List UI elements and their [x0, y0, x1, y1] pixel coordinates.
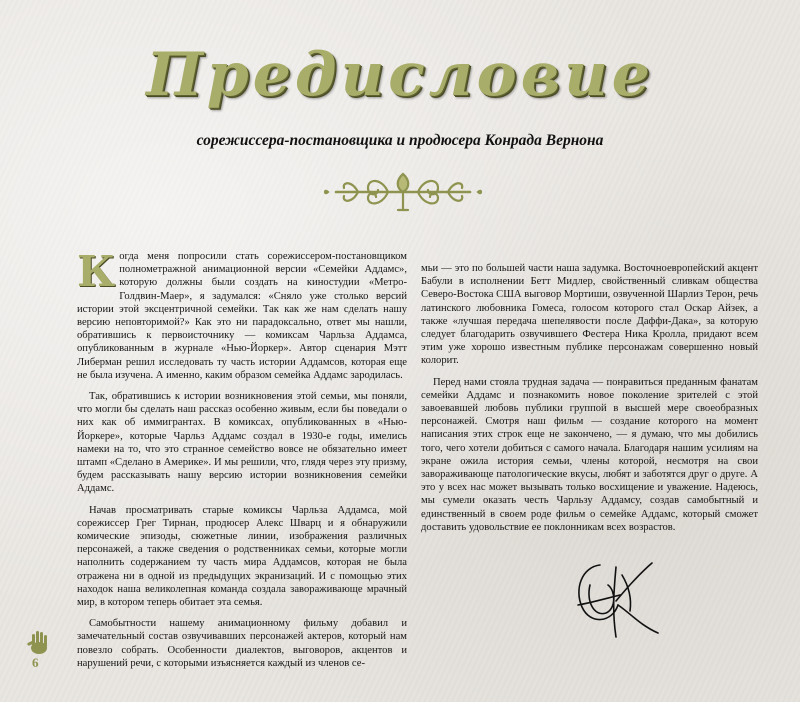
- page-title: Предисловие: [146, 40, 654, 110]
- paragraph: Начав просматривать старые комиксы Чарльза Аддамса, мой сорежиссер Грег Тирнан, продюсер Алекс Шварц и я обнаружили комические эпизоды, сюжетные линии, изображения различных персонажей, а также сведения о родственниках семьи, которые могли наполнить содержанием ту часть мира Аддамсов, которая не была отражена ни в одной из предыдущих экранизаций. И с помощью этих находок наша великолепная команда создала завораживающе мрачный мир, в котором теперь обитает эта семья.: [77, 504, 407, 609]
- paragraph: Самобытности нашему анимационному фильму добавил и замечательный состав озвучивавших персонажей актеров, который нам повезло собрать. Особенности диалектов, выговоров, акцентов и нарушений речи, с которыми изъясняется каждый из членов се-: [77, 618, 407, 669]
- hand-icon: [24, 628, 54, 656]
- paragraph: мьи — это по большей части наша задумка. Восточноевропейский акцент Бабули в исполнении Бетт Мидлер, свойственный сливкам общества Северо-Востока США выговор Мортиши, озвученной Шарлиз Терон, речь латинского любовника Гомеса, голосом которого стал Оскар Айзек, а также «лучшая передача шепелявости после Даффи-Дака», за которую следует благодарить озвучившего Фестера Ника Кролла, придают всем этим уже хорошо известным публике персонажам совершенно новый колорит.: [421, 263, 758, 367]
- text-column-left: [77, 247, 407, 678]
- page-subtitle: сорежиссера-постановщика и продюсера Конрада Вернона: [196, 132, 604, 149]
- paragraph: Так, обратившись к истории возникновения этой семьи, мы поняли, что могли бы сделать наш рассказ особенно живым, если бы поведали о них как об иммигрантах. В комиксах, опубликованных в «Нью-Йоркере», которые Чарльз Аддамс создал в 1930-е годы, имелись намеки на то, что это странное семейство вовсе не обязательно имеет штамп «Сделано в Америке». И мы решили, что, глядя через эту призму, будем рассказывать нашу версию истории возникновения семейки Аддамс.: [77, 391, 407, 495]
- signature-icon: [560, 545, 670, 645]
- paragraph: Перед нами стояла трудная задача — понравиться преданным фанатам семейки Аддамс и познакомить новое поколение зрителей с этой завоевавшей любовь публики группой в высшей мере своеобразных персонажей. Смотря наш фильм — создание которого на момент написания этих строк еще не закончено, — я думаю, что мы добились того, чего хотели добиться с самого начала. Благодаря нашим усилиям на экране ожила история семьи, члены которой, несмотря на свои завораживающе патологические вкусы, любят и заботятся друг о друге. А это у всех нас может вызывать только восхищение и уважение. Надеюсь, мы сумели оказать честь Чарльзу Аддамсу, создав самобытный и единственный в своем роде фильм о семейке Аддамс, который сможет доставить удовольствие ее поклонникам всех возрастов.: [421, 376, 758, 533]
- paragraph: [77, 247, 407, 382]
- drop-cap: К: [77, 247, 116, 296]
- scroll-ornament-icon: [318, 166, 488, 218]
- page-number: 6: [32, 655, 39, 670]
- paragraph-text: огда меня попросили стать сорежиссером-постановщиком полнометражной анимационной версии «Семейки Аддамс», которую должны были создать на киностудии «Метро-Голдвин-Маер», я задумался: «Сняло уже столько версий истории этой эксцентричной семейки. Так как же нам сделать нашу версию неповторимой?» Как это ни парадоксально, ответ мы нашли, обратившись к первоисточнику — комиксам Чарльза Аддамса, опубликованным в журнале «Нью-Йоркер». Автор сценария Мэтт Либерман решил исследовать ту часть истории Аддамсов, которая еще не была изучена. А именно, каким образом семейка Аддамс зародилась.: [77, 251, 407, 381]
- text-column-right: [421, 262, 758, 542]
